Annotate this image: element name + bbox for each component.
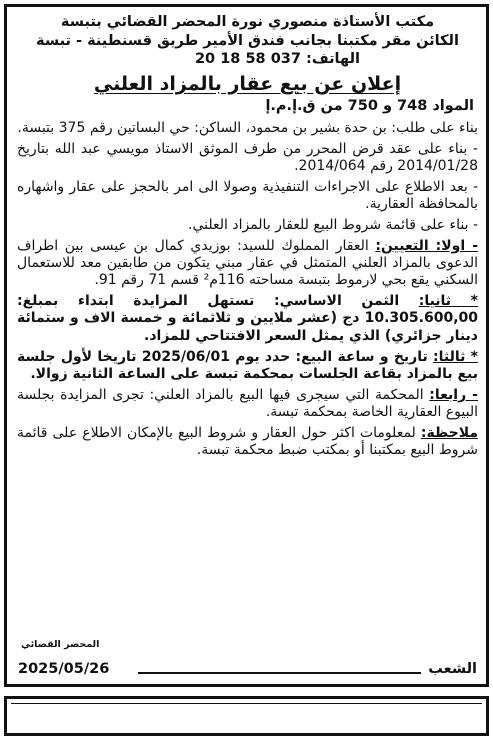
sale-date-label: * ثالثا: [433,348,478,365]
paragraph-base-price [17,293,478,344]
paragraph-procedures: - بعد الاطلاع على الاجراءات التنفيذية وصولا الى امر بالحجز على عقار واشهاره بالمحافظة العقارية. [17,178,478,212]
base-price-text: الثمن الاساسي: تستهل المزايدة ابتداء بمبلغ: 10.305.600,00 دج (عشر ملايين و ثلاثمائة و خمسة الاف و ستمائة دينار جزائري) الذي يمثل السعر الافتتاحي للمزاد. [17,293,478,344]
newspaper-footer [10,660,481,682]
footer-rule [138,672,421,674]
next-announcement-rule [11,703,482,734]
bailiff-signature: المحضر القضائي [21,639,100,650]
office-address: الكائن مقر مكتبنا بجانب فندق الأمير طريق قسنطينة - تبسة [36,32,459,49]
court-text: المحكمة التي سيجرى فيها البيع بالمزاد العلني: تجرى المزايدة بجلسة البيوع العقارية الخاصة بمحكمة تبسة. [17,386,478,420]
office-phone: الهاتف: 037 58 18 20 [194,51,360,68]
newspaper-name: الشعب [428,661,477,677]
office-name: مكتب الأستاذة منصوري نورة المحضر القضائي بتبسة [60,14,435,30]
note-label: ملاحظة: [420,424,478,441]
designation-text: العقار المملوك للسيد: بوزيدي كمال بن عيسى بين اطراف الدعوى بالمزاد العلني المتمثل في عقار مبني يتكون من طابقين معد للاستعمال السكني يقع بحي لارموط بتبسة مساحته 116م² قسم 71 رقم 91. [17,238,478,289]
announcement-content [7,7,486,459]
paragraph-requester: بناء على طلب: بن حدة بشير بن محمود، الساكن: حي البساتين رقم 375 بتبسة. [17,119,478,136]
publication-date: 2025/05/26 [18,661,110,677]
base-price-label: * ثانيا: [418,293,478,310]
announcement-frame [4,4,489,687]
paragraph-sale-date [17,349,478,383]
sale-date-text: تاريخ و ساعة البيع: حدد يوم 2025/06/01 تاريخا لأول جلسة بيع بالمزاد بقاعة الجلسات بمحكمة تبسة على الساعة الثانية زوالا. [17,348,478,382]
legal-articles: المواد 748 و 750 من ق.إ.م.إ [265,97,474,114]
paragraph-note [17,425,478,459]
paragraph-designation [17,238,478,289]
court-label: - رابعا: [429,386,478,403]
paragraph-court [17,387,478,421]
note-text: لمعلومات اكثر حول العقار و شروط البيع بالإمكان الاطلاع على قائمة شروط البيع بمكتبنا أو بمكتب ضبط محكمة تبسة. [17,424,478,458]
paragraph-conditions-list: - بناء على قائمة شروط البيع للعقار بالمزاد العلني. [188,217,478,234]
designation-label: - اولا: التعيين: [375,238,479,255]
announcement-title: إعلان عن بيع عقار بالمزاد العلني [93,72,402,95]
paragraph-loan-contract: - بناء على عقد قرض المحرر من طرف الموثق الاستاذ مويسي عبد الله بتاريخ 2014/01/28 رقم 2014/064. [17,140,478,174]
next-announcement-frame [4,696,489,736]
